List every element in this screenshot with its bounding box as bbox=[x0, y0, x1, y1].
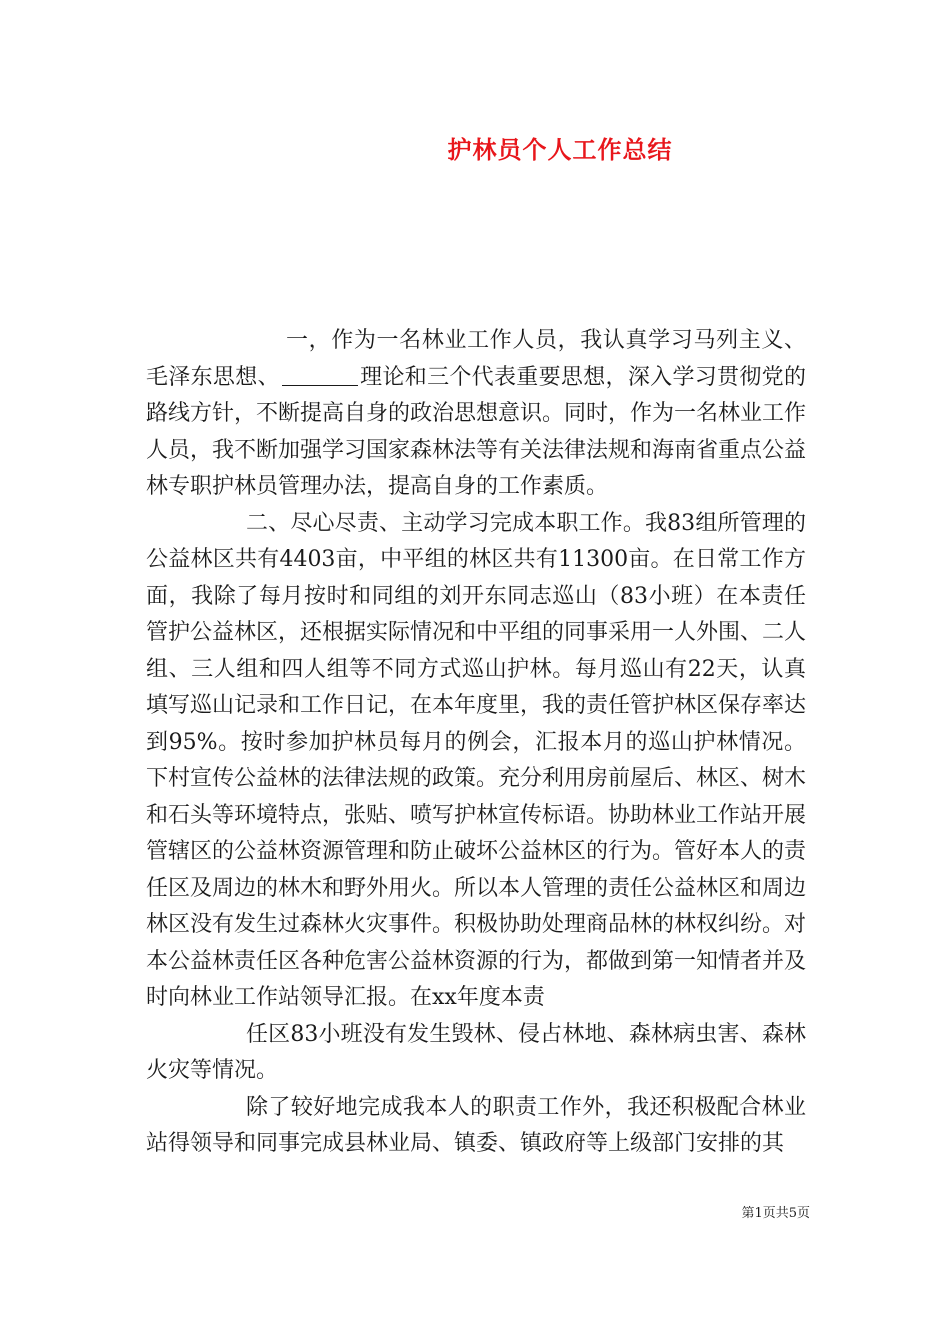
paragraph-2: 二、尽心尽责、主动学习完成本职工作。我83组所管理的公益林区共有4403亩，中平组的林区共有11300亩。在日常工作方面，我除了每月按时和同组的刘开东同志巡山（83小班）在本责任管护公益林区，还根据实际情况和中平组的同事采用一人外围、二人组、三人组和四人组等不同方式巡山护林。每月巡山有22天，认真填写巡山记录和工作日记，在本年度里，我的责任管护林区保存率达到95%。按时参加护林员每月的例会，汇报本月的巡山护林情况。下村宣传公益林的法律法规的政策。充分利用房前屋后、林区、树木和石头等环境特点，张贴、喷写护林宣传标语。协助林业工作站开展管辖区的公益林资源管理和防止破坏公益林区的行为。管好本人的责任区及周边的林木和野外用火。所以本人管理的责任公益林区和周边林区没有发生过森林火灾事件。积极协助处理商品林的林权纠纷。对本公益林责任区各种危害公益林资源的行为，都做到第一知情者并及时向林业工作站领导汇报。在xx年度本责 bbox=[146, 510, 807, 1010]
paragraph-1-part-1: 一，作为一名林业工作人员，我认真学习马列主义、毛泽东思想、 bbox=[146, 328, 806, 390]
document-title: 护林员个人工作总结 bbox=[447, 135, 673, 164]
paragraph-3: 任区83小班没有发生毁林、侵占林地、森林病虫害、森林火灾等情况。 bbox=[146, 1021, 806, 1083]
fill-in-blank bbox=[282, 363, 358, 386]
document-body bbox=[146, 323, 806, 1163]
paragraph-1-part-2: 理论和三个代表重要思想，深入学习贯彻党的路线方针，不断提高自身的政治思想意识。同时，作为一名林业工作人员，我不断加强学习国家森林法等有关法律法规和海南省重点公益林专职护林员管理办法，提高自身的工作素质。 bbox=[146, 364, 807, 499]
paragraph-1 bbox=[146, 323, 806, 506]
paragraph-4: 除了较好地完成我本人的职责工作外，我还积极配合林业站得领导和同事完成县林业局、镇委、镇政府等上级部门安排的其 bbox=[146, 1094, 806, 1156]
page-number-footer: 第1页共5页 bbox=[741, 1206, 810, 1221]
